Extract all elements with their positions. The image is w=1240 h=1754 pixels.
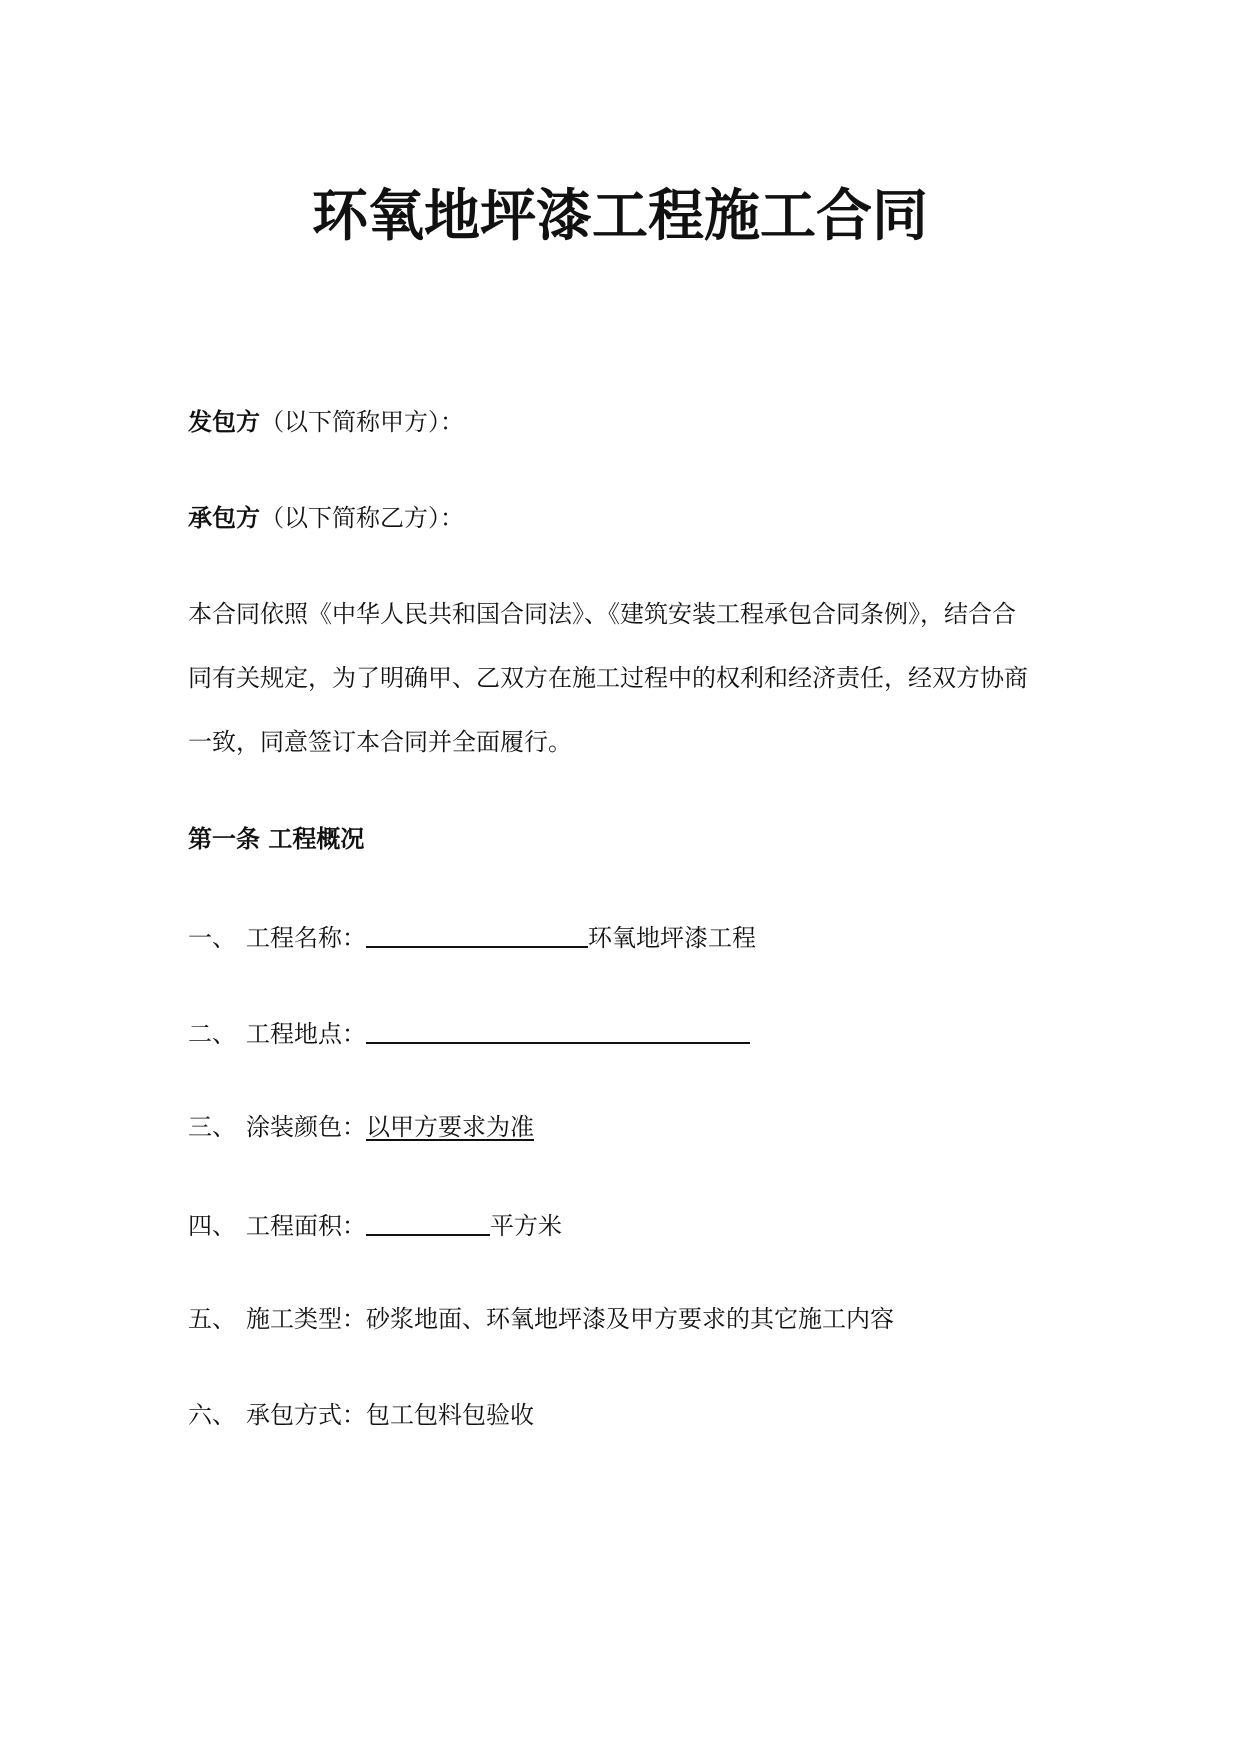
item-number: 三、: [188, 1113, 236, 1141]
item-label: 施工类型：: [246, 1305, 366, 1333]
item-suffix: 平方米: [490, 1212, 562, 1240]
intro-line-3: 一致，同意签订本合同并全面履行。: [188, 728, 572, 756]
project-name-blank: [366, 918, 588, 948]
item-number: 六、: [188, 1401, 236, 1429]
section-1-heading: 第一条 工程概况: [188, 825, 365, 853]
document-title: 环氧地坪漆工程施工合同: [312, 184, 928, 249]
item-number: 四、: [188, 1212, 236, 1240]
project-area-blank: [366, 1206, 490, 1236]
project-location-blank: [366, 1014, 750, 1044]
item-construction-type: [188, 1302, 894, 1336]
party-b-note: （以下简称乙方）：: [260, 504, 464, 532]
item-project-area: [188, 1206, 562, 1243]
intro-line-2: 同有关规定，为了明确甲、乙双方在施工过程中的权利和经济责任，经双方协商: [188, 664, 1028, 692]
item-label: 承包方式：: [246, 1401, 366, 1429]
item-suffix: 环氧地坪漆工程: [588, 924, 756, 952]
party-a-line: [188, 405, 464, 439]
item-number: 一、: [188, 924, 236, 952]
item-contract-method: [188, 1398, 534, 1432]
party-b-label: 承包方: [188, 504, 260, 532]
item-project-name: [188, 918, 756, 955]
item-coating-color: [188, 1110, 534, 1144]
intro-line-1: 本合同依照《中华人民共和国合同法》、《建筑安装工程承包合同条例》，结合合: [188, 600, 1016, 628]
item-label: 工程面积：: [246, 1212, 366, 1240]
item-number: 二、: [188, 1020, 236, 1048]
party-a-note: （以下简称甲方）：: [260, 408, 464, 436]
item-label: 工程地点：: [246, 1020, 366, 1048]
item-label: 涂装颜色：: [246, 1113, 366, 1141]
party-a-label: 发包方: [188, 408, 260, 436]
item-number: 五、: [188, 1305, 236, 1333]
contract-method-value: 包工包料包验收: [366, 1401, 534, 1429]
party-b-line: [188, 501, 464, 535]
coating-color-value: 以甲方要求为准: [366, 1113, 534, 1141]
construction-type-value: 砂浆地面、环氧地坪漆及甲方要求的其它施工内容: [366, 1305, 894, 1333]
item-label: 工程名称：: [246, 924, 366, 952]
item-project-location: [188, 1014, 750, 1051]
